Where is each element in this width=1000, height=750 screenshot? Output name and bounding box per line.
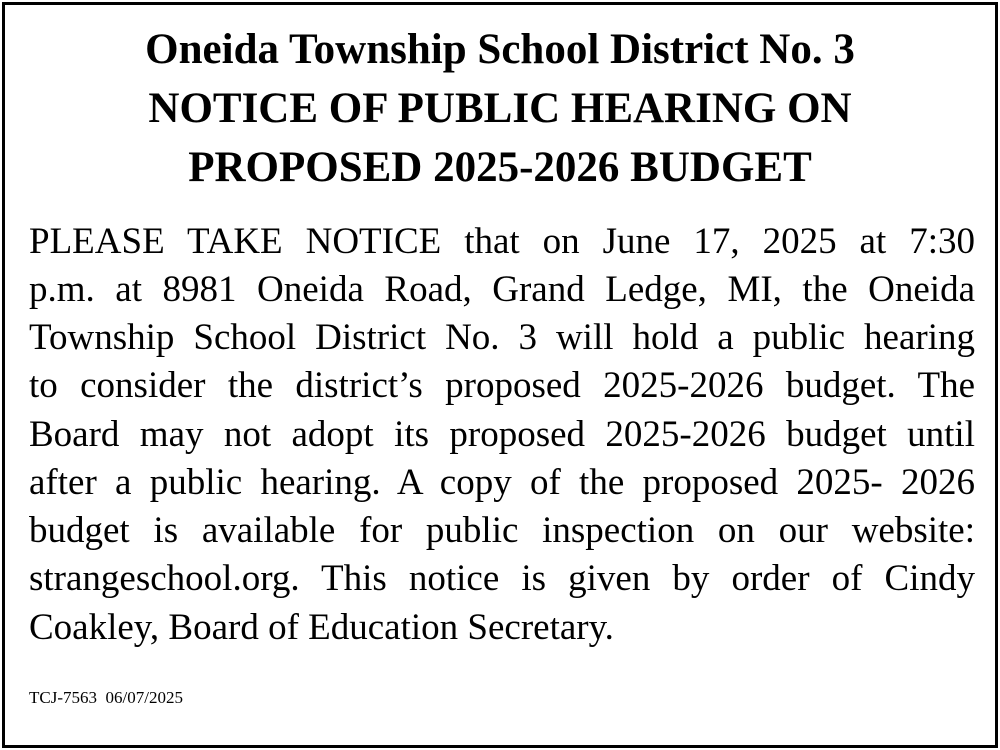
notice-body-line: Board may not adopt its proposed 2025-2026 budget until — [29, 414, 975, 455]
budget-title-heading: PROPOSED 2025-2026 BUDGET — [188, 144, 812, 191]
notice-body-line: Township School District No. 3 will hold a public hearing — [29, 317, 975, 358]
notice-body-line: strangeschool.org. This notice is given by order of Cindy — [29, 558, 975, 599]
notice-body-line: Coakley, Board of Education Secretary. — [29, 607, 614, 648]
publication-reference: TCJ-7563 06/07/2025 — [29, 688, 183, 707]
notice-body-line: budget is available for public inspection on our website: — [29, 510, 975, 551]
district-name-heading: Oneida Township School District No. 3 — [145, 26, 855, 73]
notice-body-line: after a public hearing. A copy of the proposed 2025- 2026 — [29, 462, 975, 503]
notice-body-line: PLEASE TAKE NOTICE that on June 17, 2025 at 7:30 — [29, 221, 975, 262]
notice-title-heading: NOTICE OF PUBLIC HEARING ON — [148, 85, 852, 132]
legal-notice — [2, 2, 998, 748]
notice-body-line: to consider the district’s proposed 2025-2026 budget. The — [29, 365, 975, 406]
notice-body-line: p.m. at 8981 Oneida Road, Grand Ledge, MI, the Oneida — [29, 269, 975, 310]
